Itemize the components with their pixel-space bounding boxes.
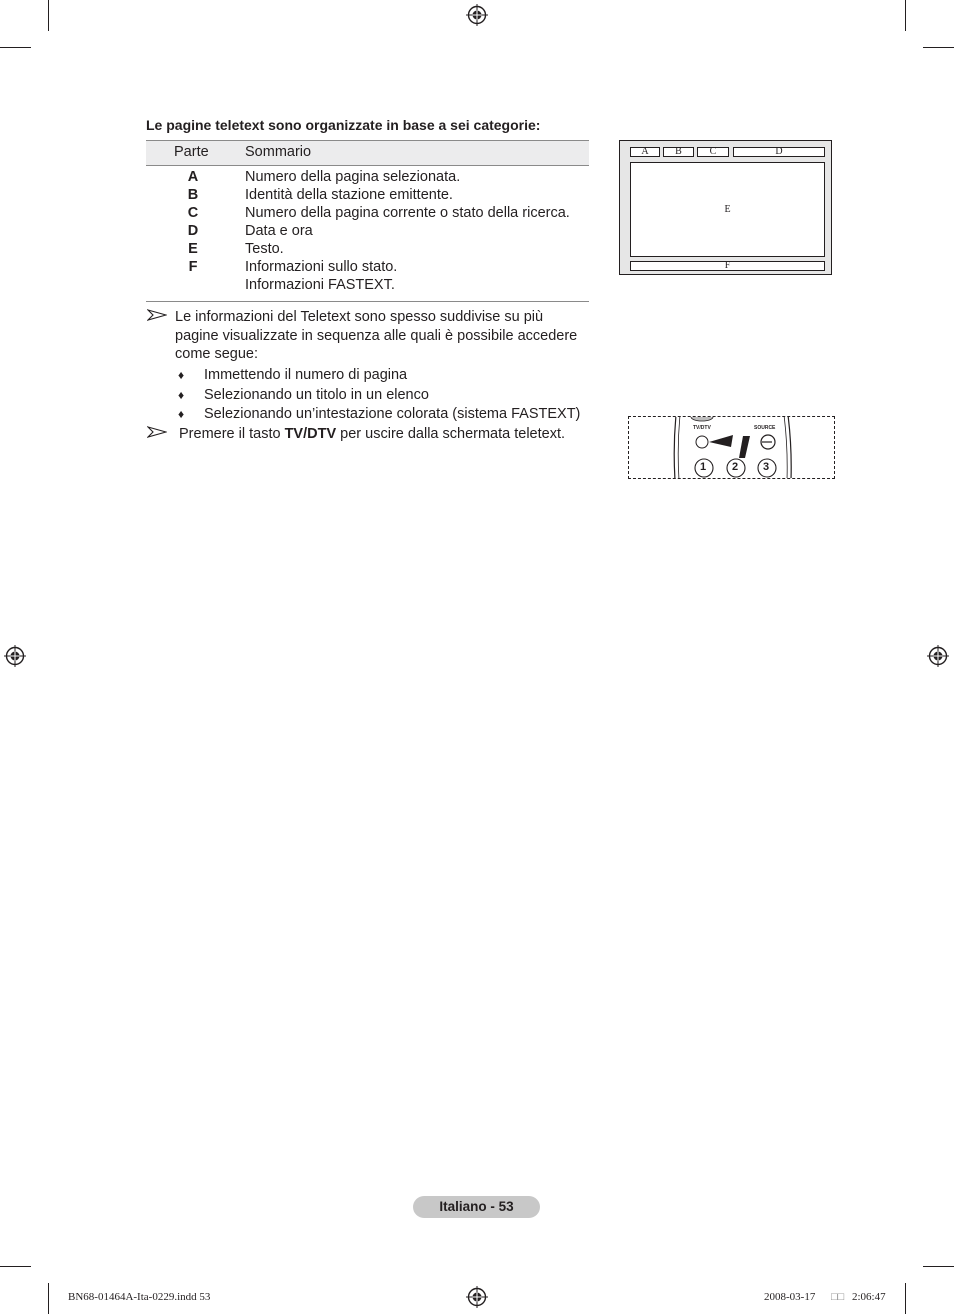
diamond-bullet-icon: ♦ xyxy=(178,407,185,421)
page-number-badge: Italiano - 53 xyxy=(413,1196,540,1218)
crop-mark xyxy=(905,0,906,31)
part-letter: A xyxy=(187,169,199,185)
diagram-label-e: E xyxy=(724,204,731,215)
crop-mark xyxy=(0,1266,31,1267)
part-summary: Informazioni sullo stato. xyxy=(245,259,398,275)
footer-time: 2:06:47 xyxy=(852,1291,886,1303)
table-row xyxy=(146,258,589,276)
part-letter: E xyxy=(188,241,198,257)
bullet-text: Selezionando un titolo in un elenco xyxy=(204,386,429,403)
button-1-label: 1 xyxy=(700,461,707,473)
crop-mark xyxy=(923,1266,954,1267)
table-divider xyxy=(146,301,589,302)
note-text: per uscire dalla schermata teletext. xyxy=(336,426,566,442)
source-button-label: SOURCE xyxy=(754,425,776,431)
registration-mark-icon xyxy=(466,1286,488,1308)
section-heading: Le pagine teletext sono organizzate in base a sei categorie: xyxy=(146,117,541,133)
part-summary: Numero della pagina corrente o stato della ricerca. xyxy=(245,205,570,221)
footer-filename: BN68-01464A-Ita-0229.indd 53 xyxy=(68,1291,211,1303)
footer-garbled-text: □□ xyxy=(831,1291,845,1303)
note-arrow-icon xyxy=(147,309,167,321)
tv-dtv-key-label: TV/DTV xyxy=(284,426,337,442)
diagram-area-a: A xyxy=(630,147,660,157)
crop-mark xyxy=(905,1283,906,1314)
part-letter: C xyxy=(187,205,199,221)
table-header xyxy=(146,140,589,166)
diagram-area-f: F xyxy=(630,261,825,271)
column-header-part: Parte xyxy=(174,144,209,160)
note-paragraph xyxy=(175,308,577,364)
part-letter: D xyxy=(187,223,199,239)
list-item xyxy=(178,366,408,386)
list-item xyxy=(178,386,429,406)
part-summary: Informazioni FASTEXT. xyxy=(245,277,395,293)
note-line: pagine visualizzate in sequenza alle quali è possibile accedere xyxy=(175,327,578,344)
table-row xyxy=(146,204,589,222)
diagram-area-c: C xyxy=(697,147,729,157)
note-line: Le informazioni del Teletext sono spesso suddivise su più xyxy=(175,309,544,325)
exit-teletext-note xyxy=(179,425,565,444)
part-summary: Identità della stazione emittente. xyxy=(245,187,453,203)
registration-mark-icon xyxy=(466,4,488,26)
part-letter: B xyxy=(187,187,199,203)
diamond-bullet-icon: ♦ xyxy=(178,387,185,402)
note-text: Premere il tasto xyxy=(179,426,285,442)
diagram-area-d: D xyxy=(733,147,825,157)
table-row xyxy=(146,186,589,204)
teletext-screen-diagram xyxy=(619,140,832,275)
list-item xyxy=(178,405,581,425)
note-line: come segue: xyxy=(175,346,259,362)
part-letter: F xyxy=(188,259,198,275)
part-summary: Testo. xyxy=(245,241,284,257)
part-summary: Numero della pagina selezionata. xyxy=(245,169,461,185)
remote-control-illustration xyxy=(628,416,835,479)
crop-mark xyxy=(0,47,31,48)
diagram-area-e xyxy=(630,162,825,257)
registration-mark-icon xyxy=(927,645,949,667)
categories-table xyxy=(146,140,589,294)
diamond-bullet-icon: ♦ xyxy=(178,368,185,382)
table-row xyxy=(146,168,589,186)
note-arrow-icon xyxy=(147,426,167,438)
button-3-label: 3 xyxy=(763,461,770,473)
crop-mark xyxy=(923,47,954,48)
bullet-list xyxy=(178,366,581,425)
table-row xyxy=(146,276,589,294)
button-2-label: 2 xyxy=(732,461,739,473)
crop-mark xyxy=(48,1283,49,1314)
table-row xyxy=(146,222,589,240)
registration-mark-icon xyxy=(4,645,26,667)
bullet-text: Selezionando un’intestazione colorata (sistema FASTEXT) xyxy=(204,406,581,422)
column-header-summary: Sommario xyxy=(245,144,312,160)
footer-date: 2008-03-17 xyxy=(764,1291,816,1303)
crop-mark xyxy=(48,0,49,31)
diagram-area-b: B xyxy=(663,147,694,157)
table-row xyxy=(146,240,589,258)
part-summary: Data e ora xyxy=(245,223,313,239)
bullet-text: Immettendo il numero di pagina xyxy=(204,367,408,383)
tv-dtv-button-label: TV/DTV xyxy=(693,425,711,431)
